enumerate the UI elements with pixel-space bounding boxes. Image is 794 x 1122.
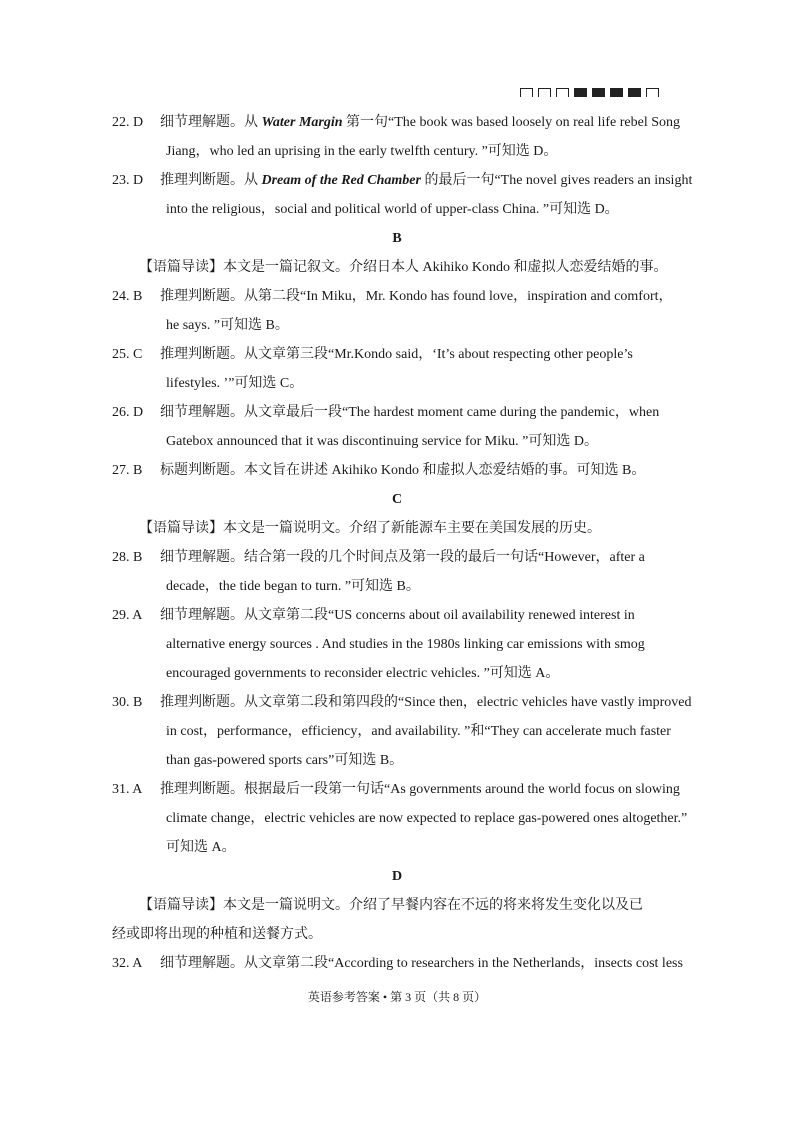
passage-intro-c: 【语篇导读】本文是一篇说明文。介绍了新能源车主要在美国发展的历史。 [139, 521, 601, 536]
section-heading-d: D [391, 869, 403, 884]
passage-intro-b: 【语篇导读】本文是一篇记叙文。介绍日本人 Akihiko Kondo 和虚拟人恋爱结婚的事。 [139, 260, 668, 275]
header-marks [520, 88, 659, 97]
passage-intro-d: 【语篇导读】本文是一篇说明文。介绍了早餐内容在不远的将来将发生变化以及已 [139, 898, 643, 913]
passage-intro-d-cont: 经或即将出现的种植和送餐方式。 [112, 927, 322, 942]
section-heading-b: B [392, 231, 402, 246]
book-title: Water Margin [261, 115, 343, 130]
book-title: Dream of the Red Chamber [261, 173, 421, 188]
section-heading-c: C [391, 492, 403, 507]
page-footer: 英语参考答案 • 第 3 页（共 8 页） [307, 990, 487, 1004]
